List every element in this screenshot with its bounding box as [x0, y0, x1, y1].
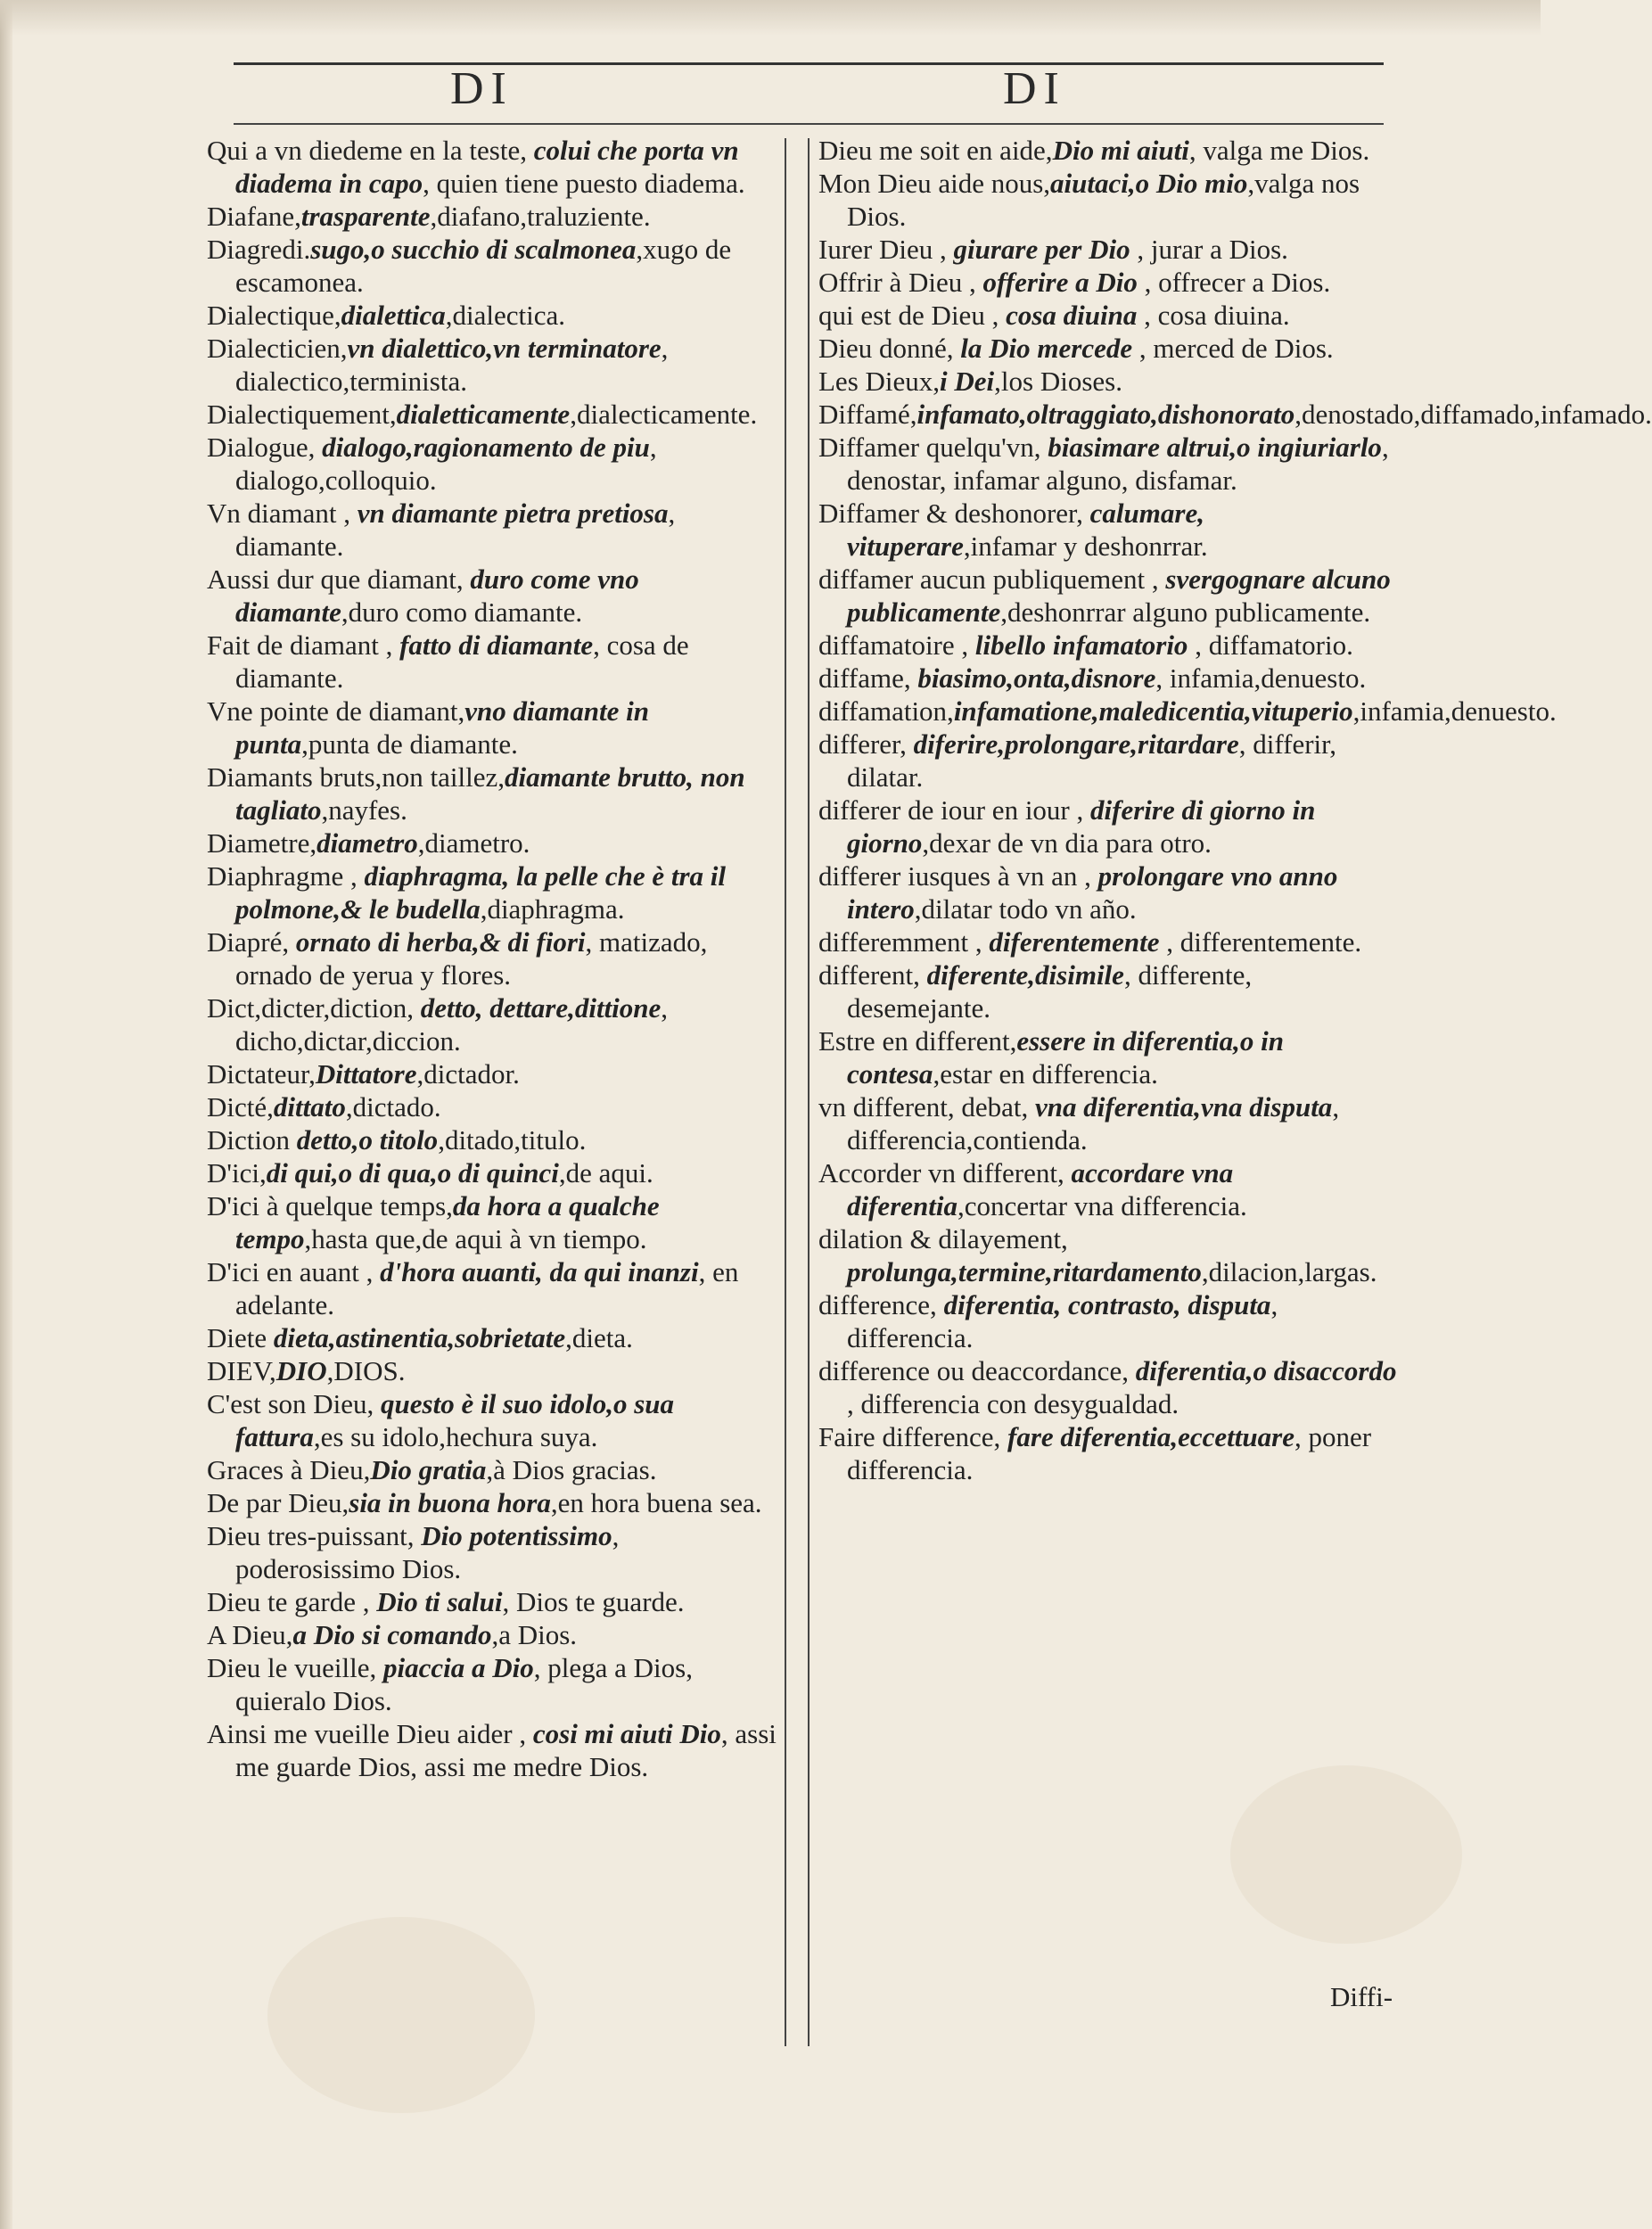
entry-spanish: , matizado, ornado de yerua y flores.	[235, 926, 708, 991]
dictionary-entry	[818, 1354, 1398, 1420]
entry-italian: Dio potentissimo	[421, 1520, 612, 1551]
entry-headword: Diffamer & deshonorer,	[818, 498, 1090, 529]
entry-spanish: , cosa diuina.	[1137, 300, 1290, 331]
entry-italian: cosa diuina	[1006, 300, 1138, 331]
entry-headword: Ainsi me vueille Dieu aider ,	[207, 1718, 533, 1749]
entry-headword: D'ici à quelque temps,	[207, 1190, 453, 1221]
dictionary-entry	[207, 1321, 777, 1354]
dictionary-entry	[818, 134, 1398, 167]
entry-headword: Dialogue,	[207, 432, 323, 463]
paper-stain	[267, 1917, 535, 2113]
right-column	[818, 134, 1652, 1486]
dictionary-entry	[818, 299, 1398, 332]
entry-italian: prolunga,termine,ritardamento	[847, 1256, 1202, 1287]
dictionary-entry	[207, 695, 777, 761]
dictionary-entry	[207, 299, 777, 332]
entry-headword: Diffamer quelqu'vn,	[818, 432, 1048, 463]
entry-headword: vn different, debat,	[818, 1091, 1036, 1123]
entry-italian: dialetticamente	[396, 399, 571, 430]
entry-headword: diffame,	[818, 662, 918, 694]
dictionary-entry	[207, 431, 777, 497]
entry-spanish: , differencia,contienda.	[847, 1091, 1340, 1156]
entry-headword: Dialectique,	[207, 300, 341, 331]
entry-headword: Faire difference,	[818, 1421, 1008, 1452]
column-rule-left	[785, 138, 786, 2046]
dictionary-entry	[207, 1354, 777, 1387]
dictionary-entry	[818, 1288, 1398, 1354]
entry-spanish: ,a Dios.	[491, 1619, 578, 1650]
dictionary-entry	[207, 134, 777, 200]
entry-spanish: ,infamar y deshonrrar.	[963, 531, 1208, 562]
entry-spanish: , cosa de diamante.	[235, 629, 689, 694]
entry-headword: Diagredi.	[207, 234, 311, 265]
entry-headword: Dictateur,	[207, 1058, 316, 1090]
entry-spanish: , merced de Dios.	[1132, 333, 1334, 364]
entry-headword: Les Dieux,	[818, 366, 941, 397]
entry-spanish: ,dialectica.	[445, 300, 565, 331]
entry-headword: Diamants bruts,non taillez,	[207, 761, 505, 793]
dictionary-entry	[818, 266, 1398, 299]
header-top-rule	[234, 62, 1384, 65]
dictionary-entry	[207, 1486, 777, 1519]
entry-italian: fare diferentia,eccettuare	[1007, 1421, 1294, 1452]
entry-spanish: ,los Dioses.	[994, 366, 1122, 397]
entry-headword: Offrir à Dieu ,	[818, 267, 983, 298]
entry-spanish: ,dialecticamente.	[570, 399, 758, 430]
entry-italian: vna diferentia,vna disputa	[1035, 1091, 1333, 1123]
entry-italian: calumare, vituperare	[847, 498, 1204, 562]
entry-headword: Accorder vn different,	[818, 1157, 1072, 1189]
entry-headword: Dieu donné,	[818, 333, 961, 364]
entry-spanish: ,deshonrrar alguno publicamente.	[1000, 596, 1371, 628]
entry-headword: D'ici en auant ,	[207, 1256, 381, 1287]
dictionary-entry	[207, 1090, 777, 1123]
entry-headword: Diete	[207, 1322, 274, 1353]
dictionary-entry	[207, 200, 777, 233]
entry-italian: diamante brutto, non tagliato	[235, 761, 745, 826]
dictionary-entry	[207, 1387, 777, 1453]
entry-italian: vno diamante in punta	[235, 695, 649, 760]
entry-italian: diferentia, contrasto, disputa	[943, 1289, 1271, 1320]
entry-italian: diferire,prolongare,ritardare	[913, 728, 1239, 760]
entry-spanish: , offrecer a Dios.	[1137, 267, 1331, 298]
dictionary-entry	[207, 761, 777, 827]
dictionary-entry	[818, 629, 1398, 662]
entry-headword: Aussi dur que diamant,	[207, 563, 471, 595]
entry-spanish: ,punta de diamante.	[301, 728, 518, 760]
dictionary-entry	[207, 1156, 777, 1189]
dictionary-entry	[818, 695, 1557, 728]
entry-headword: different,	[818, 959, 927, 991]
entry-headword: Vn diamant ,	[207, 498, 358, 529]
entry-italian: dialettica	[341, 300, 446, 331]
entry-italian: DIO	[275, 1355, 327, 1386]
dictionary-entry	[818, 365, 1398, 398]
entry-italian: Dio ti salui	[376, 1586, 503, 1617]
running-head-right: DI	[1003, 63, 1066, 114]
dictionary-entry	[207, 925, 777, 991]
entry-spanish: , differencia.	[847, 1289, 1278, 1353]
entry-headword: DIEV,	[207, 1355, 276, 1386]
entry-italian: dittato	[273, 1091, 346, 1123]
entry-spanish: ,DIOS.	[326, 1355, 406, 1386]
dictionary-entry	[818, 233, 1398, 266]
entry-italian: d'hora auanti, da qui inanzi	[380, 1256, 699, 1287]
entry-spanish: ,nayfes.	[321, 794, 407, 826]
dictionary-entry	[207, 1519, 777, 1585]
entry-spanish: , dialectico,terminista.	[235, 333, 669, 397]
entry-headword: Fait de diamant ,	[207, 629, 400, 661]
entry-spanish: ,diaphragma.	[480, 893, 625, 925]
entry-spanish: ,concertar vna differencia.	[958, 1190, 1247, 1221]
entry-spanish: ,hasta que,de aqui à vn tiempo.	[304, 1223, 647, 1254]
dictionary-entry	[818, 167, 1398, 233]
left-column	[207, 134, 777, 1783]
entry-italian: Dio mi aiuti	[1052, 135, 1189, 166]
entry-spanish: , diamante.	[235, 498, 676, 562]
entry-headword: Dieu me soit en aide,	[818, 135, 1053, 166]
entry-italian: detto, dettare,dittione	[420, 992, 662, 1024]
dictionary-entry	[207, 332, 777, 398]
entry-spanish: , differencia con desygualdad.	[847, 1388, 1179, 1419]
entry-headword: D'ici,	[207, 1157, 267, 1189]
entry-headword: Vne pointe de diamant,	[207, 695, 465, 727]
entry-italian: sia in buona hora	[349, 1487, 551, 1518]
entry-spanish: ,ditado,titulo.	[438, 1124, 587, 1156]
entry-headword: Diffamé,	[818, 399, 917, 430]
entry-headword: differer,	[818, 728, 914, 760]
dictionary-entry	[207, 398, 777, 431]
entry-italian: aiutaci,o Dio mio	[1050, 168, 1248, 199]
entry-italian: fatto di diamante	[399, 629, 594, 661]
entry-spanish: , differentemente.	[1159, 926, 1362, 958]
dictionary-entry	[207, 1651, 777, 1717]
entry-italian: dialogo,ragionamento de piu	[322, 432, 650, 463]
entry-spanish: ,dieta.	[565, 1322, 633, 1353]
dictionary-entry	[207, 1123, 777, 1156]
entry-italian: di qui,o di qua,o di quinci	[266, 1157, 559, 1189]
dictionary-entry	[207, 1717, 777, 1783]
entry-headword: Dieu tres-puissant,	[207, 1520, 422, 1551]
entry-headword: C'est son Dieu,	[207, 1388, 382, 1419]
dictionary-entry	[818, 662, 1398, 695]
entry-headword: Diapré,	[207, 926, 296, 958]
entry-spanish: , quien tiene puesto diadema.	[423, 168, 745, 199]
entry-italian: la Dio mercede	[960, 333, 1133, 364]
entry-spanish: , jurar a Dios.	[1130, 234, 1288, 265]
dictionary-entry	[207, 1618, 777, 1651]
entry-headword: Estre en different,	[818, 1025, 1017, 1057]
entry-headword: Dicté,	[207, 1091, 274, 1123]
entry-headword: Diaphragme ,	[207, 860, 365, 892]
entry-italian: duro come vno diamante	[235, 563, 639, 628]
entry-spanish: ,xugo de escamonea.	[235, 234, 732, 298]
entry-italian: diferentia,o disaccordo	[1135, 1355, 1397, 1386]
entry-headword: difference,	[818, 1289, 944, 1320]
entry-italian: biasimo,onta,disnore	[917, 662, 1156, 694]
entry-spanish: ,dilatar todo vn año.	[914, 893, 1137, 925]
catchword: Diffi-	[1330, 1981, 1393, 2012]
entry-headword: Dialecticien,	[207, 333, 348, 364]
entry-spanish: , denostar, infamar alguno, disfamar.	[847, 432, 1389, 496]
entry-italian: vn dialettico,vn terminatore	[347, 333, 662, 364]
entry-italian: infamatione,maledicentia,vituperio	[953, 695, 1353, 727]
entry-headword: Diction	[207, 1124, 297, 1156]
entry-spanish: ,dexar de vn dia para otro.	[922, 827, 1212, 859]
entry-italian: svergognare alcuno publicamente	[847, 563, 1391, 628]
entry-spanish: , differir, dilatar.	[847, 728, 1336, 793]
entry-spanish: ,dilacion,largas.	[1201, 1256, 1377, 1287]
entry-spanish: ,de aqui.	[558, 1157, 653, 1189]
entry-italian: prolongare vno anno intero	[847, 860, 1338, 925]
dictionary-entry	[818, 332, 1398, 365]
entry-italian: ornato di herba,& di fiori	[295, 926, 586, 958]
dictionary-entry	[818, 1090, 1398, 1156]
entry-italian: diferente,disimile	[926, 959, 1124, 991]
entry-spanish: ,infamia,denuesto.	[1352, 695, 1557, 727]
dictionary-entry	[818, 1024, 1398, 1090]
dictionary-entry	[818, 1156, 1398, 1222]
dictionary-entry	[207, 991, 777, 1057]
dictionary-entry	[818, 794, 1398, 860]
entry-headword: Diametre,	[207, 827, 317, 859]
entry-spanish: ,en hora buena sea.	[550, 1487, 762, 1518]
entry-headword: Dialectiquement,	[207, 399, 397, 430]
dictionary-entry	[818, 1420, 1398, 1486]
entry-headword: difference ou deaccordance,	[818, 1355, 1136, 1386]
paper-stain	[1230, 1765, 1462, 1944]
entry-spanish: , poderosissimo Dios.	[235, 1520, 620, 1584]
dictionary-entry	[818, 860, 1398, 925]
entry-headword: A Dieu,	[207, 1619, 293, 1650]
entry-spanish: ,valga nos Dios.	[847, 168, 1360, 232]
running-head-left: DI	[450, 63, 514, 114]
entry-spanish: , valga me Dios.	[1188, 135, 1370, 166]
entry-spanish: , en adelante.	[235, 1256, 739, 1320]
entry-spanish: , dialogo,colloquio.	[235, 432, 657, 496]
entry-spanish: , diffamatorio.	[1188, 629, 1353, 661]
entry-spanish: , plega a Dios, quieralo Dios.	[235, 1652, 693, 1716]
entry-headword: dilation & dilayement,	[818, 1223, 1068, 1254]
dictionary-entry	[818, 1222, 1398, 1288]
entry-italian: diferire di giorno in giorno	[847, 794, 1316, 859]
entry-italian: sugo,o succhio di scalmonea	[310, 234, 637, 265]
entry-italian: biasimare altrui,o ingiuriarlo	[1048, 432, 1382, 463]
dictionary-entry	[207, 1453, 777, 1486]
dictionary-entry	[207, 1585, 777, 1618]
entry-headword: Iurer Dieu ,	[818, 234, 954, 265]
entry-headword: diffamation,	[818, 695, 954, 727]
dictionary-entry	[207, 1189, 777, 1255]
entry-spanish: , Dios te guarde.	[502, 1586, 685, 1617]
dictionary-entry	[207, 563, 777, 629]
entry-spanish: , dicho,dictar,diccion.	[235, 992, 669, 1057]
entry-italian: infamato,oltraggiato,dishonorato	[916, 399, 1295, 430]
entry-italian: Dittatore	[315, 1058, 417, 1090]
entry-italian: Dio gratia	[370, 1454, 487, 1485]
entry-italian: i Dei	[940, 366, 995, 397]
entry-spanish: ,dictado.	[345, 1091, 441, 1123]
page-shadow	[0, 0, 1541, 36]
dictionary-entry	[818, 398, 1652, 431]
entry-spanish: , infamia,denuesto.	[1155, 662, 1367, 694]
dictionary-entry	[207, 827, 777, 860]
header-bottom-rule	[234, 123, 1384, 125]
entry-headword: differer iusques à vn an ,	[818, 860, 1098, 892]
entry-italian: offerire a Dio	[982, 267, 1138, 298]
entry-headword: Diafane,	[207, 201, 301, 232]
entry-italian: diferentemente	[989, 926, 1160, 958]
entry-italian: dieta,astinentia,sobrietate	[273, 1322, 566, 1353]
entry-spanish: ,dictador.	[416, 1058, 520, 1090]
entry-italian: da hora a qualche tempo	[235, 1190, 660, 1254]
entry-spanish: ,denostado,diffamado,infamado.	[1294, 399, 1652, 430]
dictionary-entry	[207, 1255, 777, 1321]
page-edge	[0, 0, 12, 2229]
entry-italian: cosi mi aiuti Dio	[532, 1718, 721, 1749]
dictionary-entry	[818, 728, 1398, 794]
dictionary-entry	[818, 958, 1398, 1024]
entry-italian: accordare vna diferentia	[847, 1157, 1234, 1221]
dictionary-entry	[207, 629, 777, 695]
entry-italian: colui che porta vn diadema in capo	[235, 135, 739, 199]
entry-italian: piaccia a Dio	[383, 1652, 534, 1683]
entry-italian: detto,o titolo	[296, 1124, 439, 1156]
entry-headword: Dieu te garde ,	[207, 1586, 377, 1617]
dictionary-entry	[207, 233, 777, 299]
dictionary-entry	[818, 497, 1398, 563]
entry-headword: differemment ,	[818, 926, 990, 958]
entry-spanish: ,es su idolo,hechura suya.	[313, 1421, 598, 1452]
entry-headword: diffamer aucun publiquement ,	[818, 563, 1166, 595]
entry-italian: libello infamatorio	[974, 629, 1188, 661]
entry-italian: diaphragma, la pelle che è tra il polmone,& le budella	[235, 860, 727, 925]
entry-italian: essere in diferentia,o in contesa	[847, 1025, 1285, 1090]
entry-spanish: ,diametro.	[417, 827, 530, 859]
entry-italian: a Dio si comando	[292, 1619, 492, 1650]
entry-spanish: , differente, desemejante.	[847, 959, 1253, 1024]
dictionary-entry	[818, 431, 1398, 497]
entry-italian: vn diamante pietra pretiosa	[357, 498, 669, 529]
entry-italian: diametro	[316, 827, 418, 859]
entry-spanish: , assi me guarde Dios, assi me medre Dios.	[235, 1718, 777, 1782]
entry-spanish: ,diafano,traluziente.	[430, 201, 651, 232]
entry-italian: trasparente	[300, 201, 431, 232]
entry-headword: Graces à Dieu,	[207, 1454, 371, 1485]
dictionary-entry	[207, 860, 777, 925]
dictionary-entry	[207, 1057, 777, 1090]
dictionary-entry	[818, 925, 1398, 958]
entry-spanish: , poner differencia.	[847, 1421, 1372, 1485]
entry-headword: differer de iour en iour ,	[818, 794, 1091, 826]
entry-headword: Dieu le vueille,	[207, 1652, 383, 1683]
entry-headword: De par Dieu,	[207, 1487, 349, 1518]
entry-spanish: ,duro como diamante.	[341, 596, 583, 628]
entry-headword: diffamatoire ,	[818, 629, 975, 661]
dictionary-entry	[207, 497, 777, 563]
column-rule-right	[808, 138, 810, 2046]
dictionary-entry	[818, 563, 1398, 629]
entry-headword: qui est de Dieu ,	[818, 300, 1007, 331]
entry-italian: giurare per Dio	[953, 234, 1130, 265]
entry-spanish: ,à Dios gracias.	[486, 1454, 657, 1485]
entry-headword: Qui a vn diedeme en la teste,	[207, 135, 534, 166]
entry-spanish: ,estar en differencia.	[933, 1058, 1158, 1090]
entry-headword: Mon Dieu aide nous,	[818, 168, 1051, 199]
entry-headword: Dict,dicter,diction,	[207, 992, 421, 1024]
entry-italian: questo è il suo idolo,o sua fattura	[235, 1388, 675, 1452]
